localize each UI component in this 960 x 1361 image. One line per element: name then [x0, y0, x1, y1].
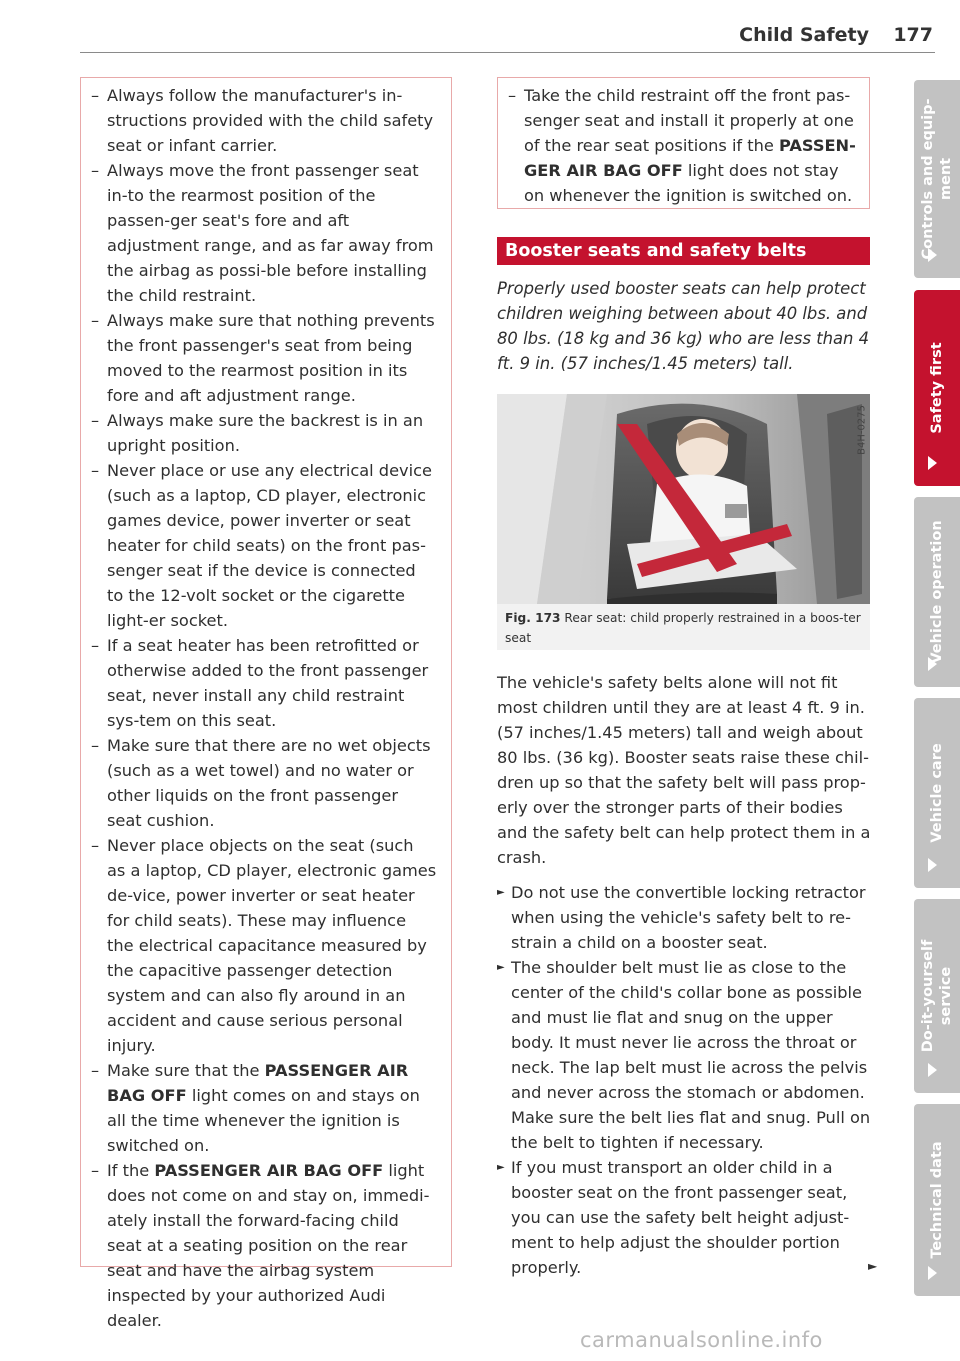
- instruction-steps: [497, 880, 872, 1280]
- figure-caption-text: Rear seat: child properly restrained in a boos-ter seat: [505, 611, 861, 645]
- page-header: [80, 22, 935, 53]
- tab-technical-data[interactable]: [914, 1104, 960, 1296]
- warning-item: – Always move the front passenger seat in-to the rearmost position of the passen-ger seat's fore and aft adjustment range, and as far away from the airbag as possi-ble before installing the child restraint.: [81, 158, 437, 308]
- intro-paragraph: Properly used booster seats can help protect children weighing between about 40 lbs. and 80 lbs. (18 kg and 36 kg) who are less than 4 ft. 9 in. (57 inches/1.45 meters) tall.: [497, 279, 870, 373]
- tab-label: Do-it-yourself service: [920, 939, 954, 1053]
- warning-item: – Always make sure that nothing prevents the front passenger's seat from being moved to the rearmost position in its fore and aft adjustment range.: [81, 308, 437, 408]
- warning-item: – If a seat heater has been retrofitted or otherwise added to the front passenger seat, never install any child restraint sys-tem on this seat.: [81, 633, 437, 733]
- tab-controls-and-equipment[interactable]: [914, 80, 960, 278]
- tab-vehicle-care[interactable]: [914, 698, 960, 888]
- tab-label: Controls and equip- ment: [920, 98, 954, 260]
- tab-vehicle-operation[interactable]: [914, 497, 960, 687]
- warning-box-right: [497, 77, 870, 209]
- figure-caption: [505, 608, 865, 648]
- warning-box-left: [80, 77, 452, 1330]
- warning-item: – If the PASSENGER AIR BAG OFF light does not come on and stay on, immedi-ately install the forward-facing child seat at a seating position on the rear seat and have the airbag system inspected by your authorized Audi dealer.: [81, 1158, 437, 1333]
- warning-item: – Never place or use any electrical device (such as a laptop, CD player, electronic games device, power inverter or seat heater for child seats) on the front pas-senger seat if the device is connected to the 12-volt socket or the cigarette light-er socket.: [81, 458, 437, 633]
- warning-item: – Take the child restraint off the front pas-senger seat and install it properly at one of the rear seat positions if the PASSEN-GER AIR BAG OFF light does not stay on whenever the ignition is switched on.: [498, 83, 857, 208]
- step-item: ► Do not use the convertible locking retractor when using the vehicle's safety belt to re-strain a child on a booster seat.: [497, 880, 872, 955]
- figure-code: B4H-0275: [856, 405, 868, 455]
- tab-label: Vehicle operation: [929, 520, 945, 664]
- warning-item: – Always make sure the backrest is in an upright position.: [81, 408, 437, 458]
- continued-arrow-icon: ►: [868, 1259, 878, 1273]
- warning-item: – Always follow the manufacturer's in-structions provided with the child safety seat or infant carrier.: [81, 83, 437, 158]
- warning-item: – Make sure that there are no wet objects (such as a wet towel) and no water or other liquids on the front passenger seat cushion.: [81, 733, 437, 833]
- warning-item: – Make sure that the PASSENGER AIR BAG OFF light comes on and stays on all the time whenever the ignition is switched on.: [81, 1058, 437, 1158]
- step-item: ► The shoulder belt must lie as close to the center of the child's collar bone as possible and must lie flat and snug on the upper body. It must never lie across the throat or neck. The lap belt must lie across the pelvis and never across the stomach or abdomen. Make sure the belt lies flat and snug. Pull on the belt to tighten if necessary.: [497, 955, 872, 1155]
- section-title-header: Child Safety: [739, 24, 869, 46]
- step-item: ► If you must transport an older child in a booster seat on the front passenger seat, you can use the safety belt height adjust-ment to help adjust the shoulder portion properly.: [497, 1155, 872, 1280]
- tab-do-it-yourself-service[interactable]: [914, 899, 960, 1093]
- booster-seat-illustration: [497, 394, 870, 604]
- tab-label: Safety first: [929, 342, 945, 434]
- tab-label: Vehicle care: [929, 743, 945, 843]
- tab-arrow-icon: [928, 657, 937, 671]
- tab-arrow-icon: [928, 248, 937, 262]
- section-banner: Booster seats and safety belts: [497, 237, 870, 265]
- tab-arrow-icon: [928, 1266, 937, 1280]
- warning-item: – Never place objects on the seat (such as a laptop, CD player, electronic games de-vice, power inverter or seat heater for child seats). These may influence the electrical capacitance measured by the capacitive passenger detection system and can also fly around in an accident and cause serious personal injury.: [81, 833, 437, 1058]
- body-paragraph: The vehicle's safety belts alone will not fit most children until they are at least 4 ft. 9 in. (57 inches/1.45 meters) tall and weigh about 80 lbs. (36 kg). Booster seats raise these chil-dren up so that the safety belt will pass prop-erly over the stronger parts of their bodies and the safety belt can help protect them in a crash.: [497, 673, 871, 867]
- tab-arrow-icon: [928, 858, 937, 872]
- tab-arrow-icon: [928, 456, 937, 470]
- page-number: 177: [893, 24, 933, 46]
- tab-safety-first[interactable]: [914, 290, 960, 486]
- figure-label: Fig. 173: [505, 611, 561, 625]
- tab-arrow-icon: [928, 1063, 937, 1077]
- watermark: carmanualsonline.info: [580, 1328, 823, 1352]
- figure-173: [497, 394, 870, 650]
- tab-label: Technical data: [929, 1141, 945, 1259]
